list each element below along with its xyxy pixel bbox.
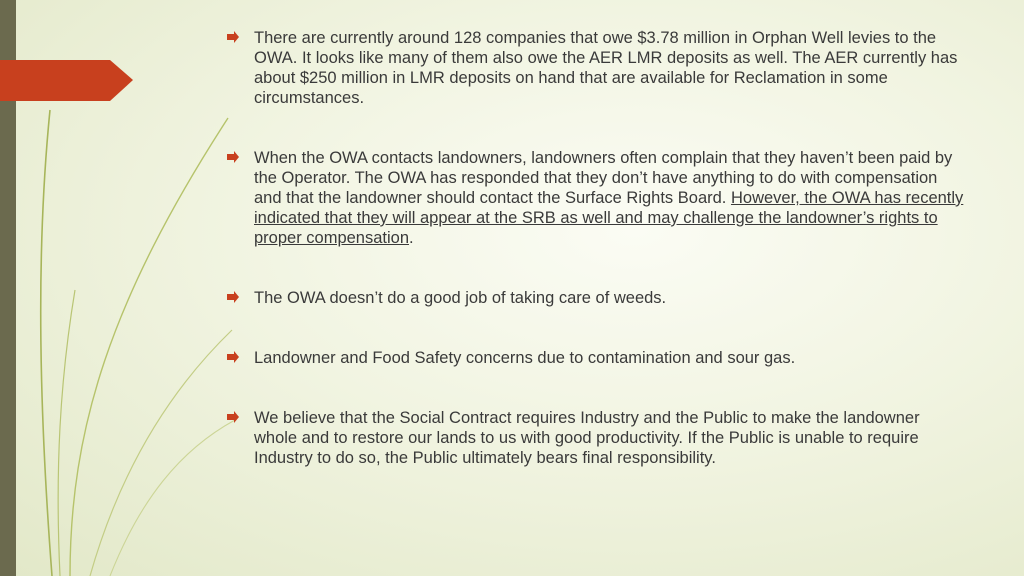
bullet-text-plain: When the OWA contacts landowners, landowners often complain that they haven’t been paid by the Operator. The OWA has responded that they don’t have anything to do with compensation and that the landowner should contact the Surface Rights Board. [254, 149, 953, 207]
bullet-text: Landowner and Food Safety concerns due to contamination and sour gas. [254, 349, 796, 367]
arrow-right-icon [226, 30, 240, 44]
bullet-text: The OWA doesn’t do a good job of taking care of weeds. [254, 289, 667, 307]
arrow-right-icon [226, 410, 240, 424]
bullet-item [226, 148, 966, 248]
arrow-right-icon [226, 150, 240, 164]
slide-content [226, 28, 966, 468]
bullet-text [254, 148, 966, 248]
bullet-item [226, 408, 966, 468]
bullet-item [226, 348, 966, 368]
bullet-text: We believe that the Social Contract requires Industry and the Public to make the landowner whole and to restore our lands to us with good productivity. If the Public is unable to require Industry to do so, the Public ultimately bears final responsibility. [254, 409, 920, 467]
bullet-text-tail: . [409, 229, 414, 247]
accent-arrow-shape [0, 60, 133, 101]
bullet-text-underlined: However, the OWA has recently indicated that they will appear at the SRB as well and may challenge the landowner’s rights to proper compensation [254, 189, 964, 247]
bullet-item [226, 288, 966, 308]
arrow-right-icon [226, 290, 240, 304]
arrow-right-icon [226, 350, 240, 364]
bullet-item [226, 28, 966, 108]
bullet-text: There are currently around 128 companies that owe $3.78 million in Orphan Well levies to the OWA. It looks like many of them also owe the AER LMR deposits as well. The AER currently has about $250 million in LMR deposits on hand that are available for Reclamation in some circumstances. [254, 29, 958, 107]
